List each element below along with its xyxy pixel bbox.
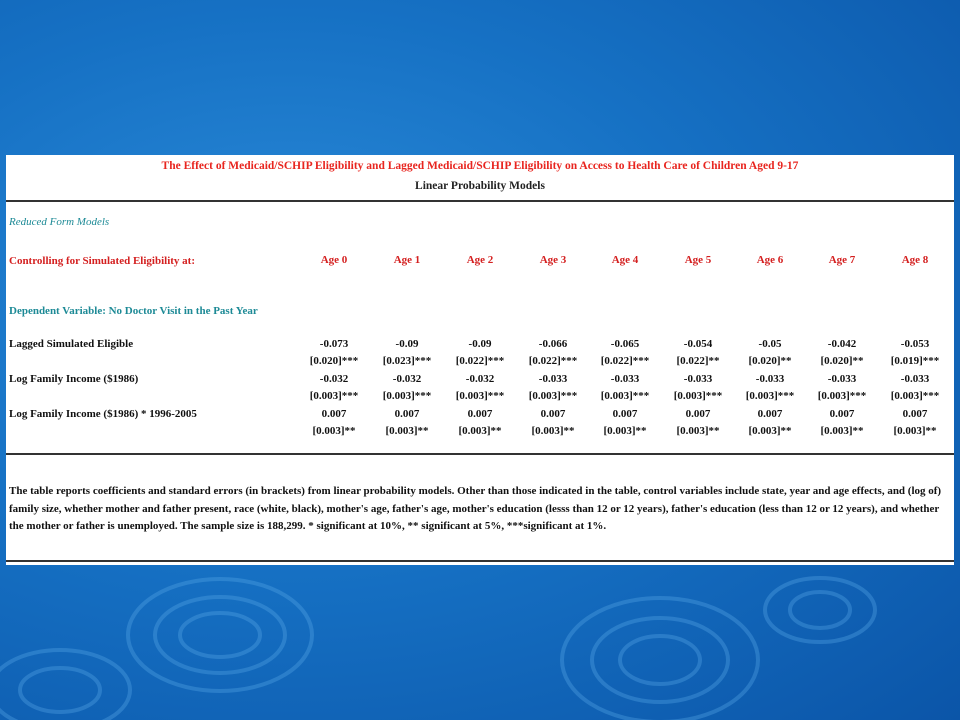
coefficient: -0.033: [755, 373, 785, 385]
coefficient: 0.007: [685, 408, 711, 420]
divider: [6, 200, 954, 202]
coefficient: 0.007: [540, 408, 566, 420]
table-note: The table reports coefficients and standard errors (in brackets) from linear probability models. Other than those indicated in the table, control variables include state, year and age effects, and (log of) family size, whether mother and father present, race (white, black), mother's age, father's age, mother's education (lesss than 12 or 12 years), father's education (less than 12 or 12 years), and whether the mother or father is unemployed. The sample size is 188,299. * significant at 10%, ** significant at 5%, ***significant at 1%.: [9, 485, 942, 532]
column-header: Age 8: [901, 254, 929, 266]
row-label: Lagged Simulated Eligible: [9, 338, 134, 350]
table-subtitle: Linear Probability Models: [415, 180, 545, 192]
standard-error: [0.020]**: [748, 355, 792, 367]
standard-error: [0.003]**: [603, 425, 647, 437]
dependent-variable: Dependent Variable: No Doctor Visit in the Past Year: [9, 305, 258, 317]
table-title: The Effect of Medicaid/SCHIP Eligibility and Lagged Medicaid/SCHIP Eligibility on Access to Health Care of Children Aged 9-17: [161, 160, 799, 172]
coefficient: -0.032: [319, 373, 349, 385]
row-label: Log Family Income ($1986) * 1996-2005: [9, 408, 197, 420]
standard-error: [0.003]***: [455, 390, 505, 402]
coefficient: 0.007: [757, 408, 783, 420]
standard-error: [0.003]**: [312, 425, 356, 437]
standard-error: [0.003]**: [893, 425, 937, 437]
standard-error: [0.003]**: [676, 425, 720, 437]
coefficient: -0.033: [900, 373, 930, 385]
column-header: Age 5: [684, 254, 712, 266]
standard-error: [0.003]***: [673, 390, 723, 402]
coefficient: -0.054: [683, 338, 713, 350]
standard-error: [0.003]***: [309, 390, 359, 402]
divider: [6, 560, 954, 562]
coefficient: -0.066: [538, 338, 568, 350]
coefficient: 0.007: [321, 408, 347, 420]
standard-error: [0.003]**: [820, 425, 864, 437]
coefficient: -0.033: [683, 373, 713, 385]
standard-error: [0.003]***: [528, 390, 578, 402]
coefficient: 0.007: [467, 408, 493, 420]
column-header: Age 4: [611, 254, 639, 266]
coefficient: -0.033: [827, 373, 857, 385]
coefficient: -0.09: [395, 338, 419, 350]
regression-table: [6, 155, 954, 565]
standard-error: [0.003]**: [531, 425, 575, 437]
standard-error: [0.020]***: [309, 355, 359, 367]
coefficient: 0.007: [902, 408, 928, 420]
standard-error: [0.003]***: [600, 390, 650, 402]
standard-error: [0.022]***: [455, 355, 505, 367]
standard-error: [0.019]***: [890, 355, 940, 367]
standard-error: [0.003]***: [890, 390, 940, 402]
column-header: Age 3: [539, 254, 567, 266]
control-label: Controlling for Simulated Eligibility at:: [9, 255, 195, 267]
section-label: Reduced Form Models: [9, 216, 110, 228]
column-header: Age 6: [756, 254, 784, 266]
column-header: Age 7: [828, 254, 856, 266]
coefficient: -0.032: [392, 373, 422, 385]
coefficient: -0.053: [900, 338, 930, 350]
standard-error: [0.022]**: [676, 355, 720, 367]
coefficient: -0.033: [610, 373, 640, 385]
column-header: Age 1: [393, 254, 421, 266]
divider: [6, 453, 954, 455]
column-header: Age 2: [466, 254, 494, 266]
column-header: Age 0: [320, 254, 348, 266]
coefficient: -0.033: [538, 373, 568, 385]
coefficient: 0.007: [612, 408, 638, 420]
standard-error: [0.003]**: [748, 425, 792, 437]
coefficient: -0.065: [610, 338, 640, 350]
coefficient: -0.042: [827, 338, 857, 350]
coefficient: -0.05: [758, 338, 782, 350]
coefficient: -0.073: [319, 338, 349, 350]
standard-error: [0.020]**: [820, 355, 864, 367]
standard-error: [0.003]**: [458, 425, 502, 437]
standard-error: [0.003]**: [385, 425, 429, 437]
row-label: Log Family Income ($1986): [9, 373, 139, 385]
standard-error: [0.003]***: [382, 390, 432, 402]
standard-error: [0.022]***: [528, 355, 578, 367]
standard-error: [0.022]***: [600, 355, 650, 367]
coefficient: 0.007: [394, 408, 420, 420]
standard-error: [0.003]***: [817, 390, 867, 402]
coefficient: -0.032: [465, 373, 495, 385]
coefficient: 0.007: [829, 408, 855, 420]
standard-error: [0.023]***: [382, 355, 432, 367]
standard-error: [0.003]***: [745, 390, 795, 402]
coefficient: -0.09: [468, 338, 492, 350]
